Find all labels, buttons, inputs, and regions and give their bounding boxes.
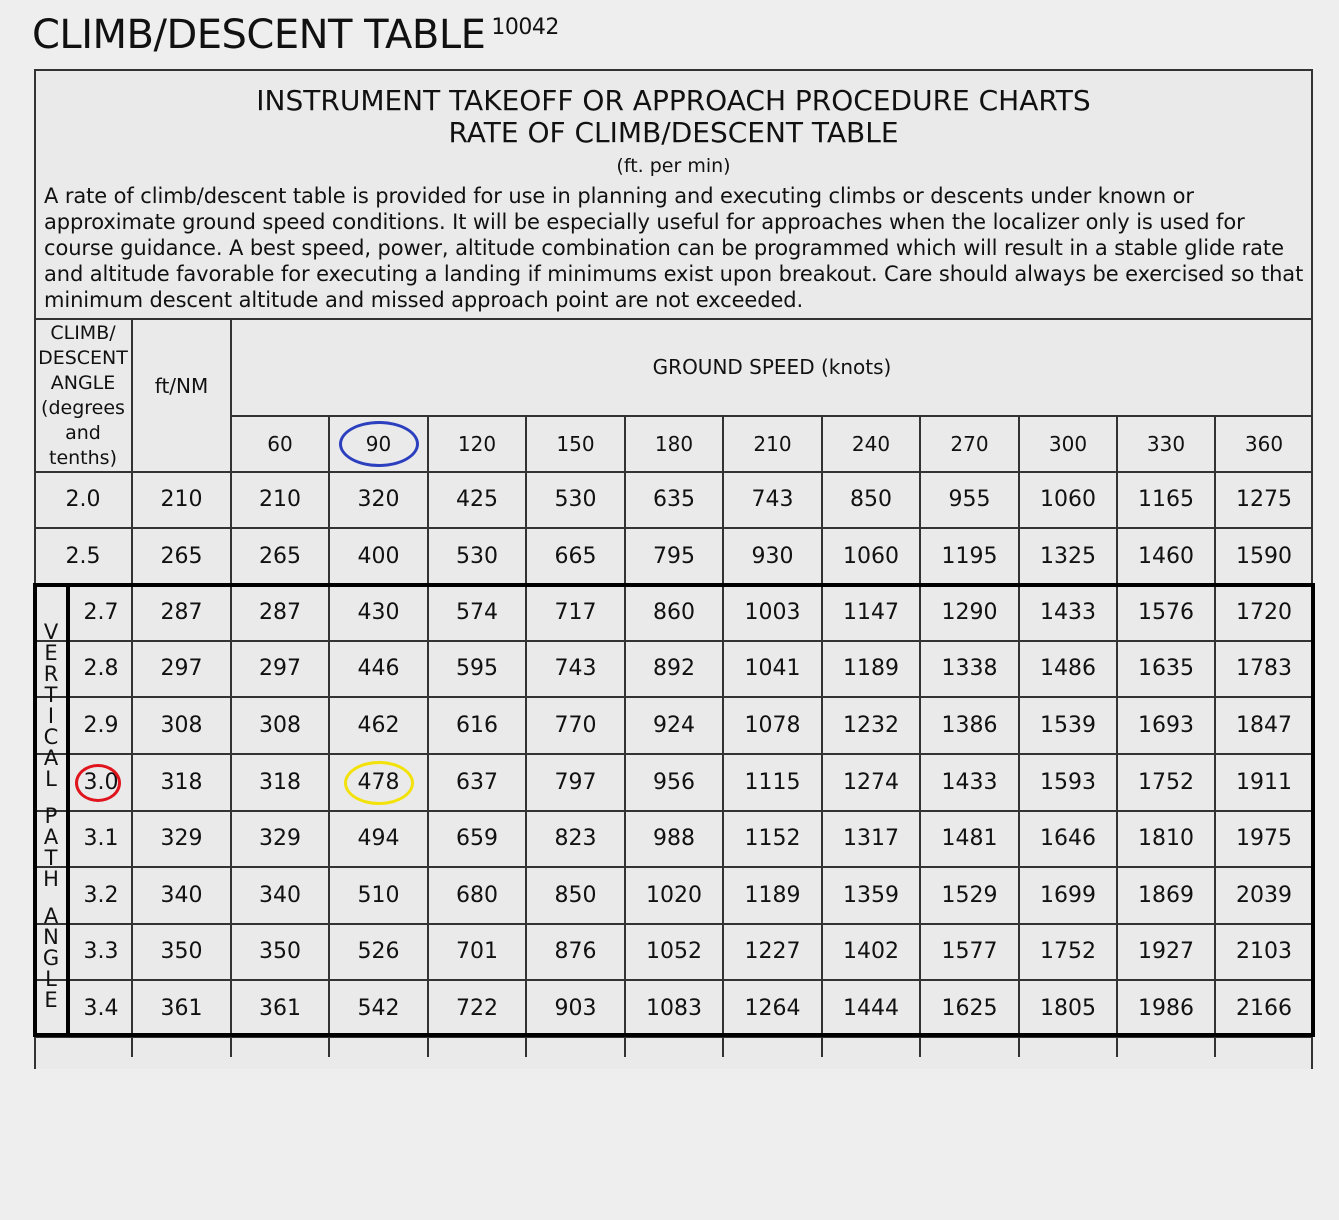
- rate-cell: 320: [357, 487, 400, 512]
- angle-highlight-ring: [75, 764, 121, 802]
- rate-cell: 478: [357, 770, 400, 795]
- rate-cell: 1699: [1040, 883, 1096, 908]
- speed-highlight-ring: [339, 421, 419, 467]
- rate-cell: 1590: [1236, 544, 1292, 569]
- rate-cell: 1275: [1236, 487, 1292, 512]
- ftnm-column-header: ft/NM: [154, 374, 209, 398]
- vertical-path-letter: P: [44, 804, 58, 828]
- rate-cell: 1386: [941, 713, 998, 738]
- rate-cell: 823: [554, 826, 597, 851]
- speed-header-300: 300: [1048, 432, 1088, 456]
- rate-cell: 1020: [646, 883, 702, 908]
- angle-cell: 3.4: [83, 996, 119, 1021]
- header-units: (ft. per min): [616, 155, 731, 177]
- rate-cell: 1539: [1040, 713, 1096, 738]
- vertical-path-letter: L: [45, 967, 57, 991]
- rate-cell: 287: [259, 600, 301, 625]
- rate-cell: 340: [259, 883, 301, 908]
- vertical-path-letter: E: [44, 988, 58, 1012]
- rate-cell: 1986: [1138, 996, 1194, 1021]
- description-paragraph: A rate of climb/descent table is provided for use in planning and executing climbs or descents under known or approximate ground speed conditions. It will be especially useful for approaches when the localizer only is used for course guidance. A best speed, power, altitude combination can be programmed which will result in a stable glide rate and altitude favorable for executing a landing if minimums exist upon breakout. Care should always be exercised so that minimum descent altitude and missed approach point are not exceeded.: [44, 184, 1304, 312]
- rate-cell: 494: [357, 826, 400, 851]
- rate-cell: 400: [357, 544, 400, 569]
- rate-cell: 988: [653, 826, 695, 851]
- rate-cell: 665: [554, 544, 597, 569]
- rate-cell: 1810: [1138, 826, 1194, 851]
- angle-header-line: and: [65, 422, 101, 444]
- rate-cell: 1115: [744, 770, 801, 795]
- rate-cell: 770: [554, 713, 597, 738]
- header-title: [36, 85, 1311, 149]
- vertical-path-letter: R: [43, 662, 59, 686]
- rate-cell: 425: [456, 487, 498, 512]
- rate-cell: 361: [259, 996, 301, 1021]
- rate-cell: 1433: [941, 770, 998, 795]
- rate-cell: 2103: [1236, 939, 1292, 964]
- rate-cell: 1460: [1138, 544, 1194, 569]
- rate-cell: 1060: [1040, 487, 1096, 512]
- vertical-path-letter: N: [43, 925, 59, 949]
- vertical-path-box: [33, 583, 1315, 1037]
- rate-cell: 680: [456, 883, 498, 908]
- page-title: CLIMB/DESCENT TABLE $^{10042}$: [32, 12, 559, 58]
- vertical-path-letter: A: [43, 904, 59, 928]
- rate-cell: 1078: [744, 713, 801, 738]
- rate-cell: 1869: [1138, 883, 1194, 908]
- rate-cell: 1041: [744, 656, 801, 681]
- rate-cell: 1195: [941, 544, 998, 569]
- angle-header-line: tenths): [49, 447, 117, 469]
- speed-header-210: 210: [753, 432, 792, 456]
- rate-cell: 717: [554, 600, 597, 625]
- rate-cell: 1152: [744, 826, 801, 851]
- rate-cell: 1593: [1040, 770, 1096, 795]
- header-title-line2: RATE OF CLIMB/DESCENT TABLE: [448, 116, 899, 149]
- angle-cell: 3.3: [83, 939, 119, 964]
- rate-cell: 930: [751, 544, 794, 569]
- vertical-path-letter: E: [44, 641, 58, 665]
- vertical-path-letter: C: [43, 725, 59, 749]
- ground-speed-rule: [231, 415, 1313, 417]
- rate-cell: 659: [456, 826, 498, 851]
- rate-cell: 1693: [1138, 713, 1194, 738]
- rate-cell: 1646: [1040, 826, 1096, 851]
- rate-cell: 1274: [843, 770, 899, 795]
- vertical-path-divider: [66, 585, 70, 1035]
- ftnm-cell: 318: [160, 770, 203, 795]
- rate-cell: 701: [456, 939, 498, 964]
- rate-cell: 446: [357, 656, 400, 681]
- rate-cell: 722: [456, 996, 498, 1021]
- ftnm-cell: 361: [160, 996, 203, 1021]
- rate-cell: 1317: [843, 826, 899, 851]
- rate-cell: 1529: [941, 883, 998, 908]
- value-highlight-ring: [344, 761, 414, 805]
- rate-cell: 1264: [744, 996, 801, 1021]
- rate-cell: 1927: [1138, 939, 1194, 964]
- rate-cell: 616: [456, 713, 498, 738]
- ftnm-cell: 265: [160, 544, 203, 569]
- vertical-path-letter: V: [43, 620, 59, 644]
- rate-cell: 2039: [1236, 883, 1292, 908]
- ground-speed-header: GROUND SPEED (knots): [652, 355, 892, 379]
- rate-cell: 955: [948, 487, 991, 512]
- rate-cell: 1577: [941, 939, 998, 964]
- rate-cell: 1625: [941, 996, 998, 1021]
- rate-cell: 924: [653, 713, 695, 738]
- table-top-rule: [34, 318, 1313, 320]
- rate-cell: 743: [751, 487, 794, 512]
- vertical-path-letter: G: [42, 946, 60, 970]
- rate-cell: 1189: [843, 656, 899, 681]
- rate-cell: 595: [456, 656, 498, 681]
- vertical-path-letter: T: [44, 683, 58, 707]
- rate-cell: 297: [259, 656, 301, 681]
- rate-cell: 1433: [1040, 600, 1096, 625]
- speed-header-270: 270: [950, 432, 989, 456]
- rate-cell: 1052: [646, 939, 702, 964]
- rate-cell: 510: [357, 883, 400, 908]
- ftnm-cell: 308: [160, 713, 203, 738]
- rate-cell: 308: [259, 713, 301, 738]
- rate-cell: 876: [554, 939, 597, 964]
- speed-header-90: 90: [365, 432, 392, 456]
- speed-header-330: 330: [1146, 432, 1186, 456]
- rate-cell: 1290: [941, 600, 998, 625]
- ftnm-cell: 297: [160, 656, 203, 681]
- rate-cell: 1975: [1236, 826, 1292, 851]
- angle-header-line: DESCENT: [38, 347, 128, 369]
- rate-cell: 1481: [941, 826, 998, 851]
- rate-cell: 318: [259, 770, 301, 795]
- ftnm-cell: 287: [160, 600, 203, 625]
- rate-cell: 1847: [1236, 713, 1292, 738]
- rate-cell: 1189: [744, 883, 801, 908]
- ftnm-cell: 350: [160, 939, 203, 964]
- angle-cell: 3.0: [83, 770, 119, 795]
- speed-header-60: 60: [267, 432, 293, 456]
- row-rule: [34, 527, 1313, 529]
- rate-cell: 1486: [1040, 656, 1096, 681]
- angle-column-header: [34, 321, 132, 471]
- speed-header-150: 150: [556, 432, 595, 456]
- rate-cell: 574: [456, 600, 498, 625]
- rate-cell: 1060: [843, 544, 899, 569]
- row-rule: [34, 471, 1313, 473]
- angle-header-line: CLIMB/: [50, 322, 116, 344]
- rate-cell: 530: [554, 487, 597, 512]
- rate-cell: 462: [357, 713, 400, 738]
- ftnm-cell: 210: [160, 487, 203, 512]
- rate-cell: 1805: [1040, 996, 1096, 1021]
- rate-cell: 1402: [843, 939, 899, 964]
- rate-cell: 1783: [1236, 656, 1292, 681]
- rate-cell: 956: [653, 770, 695, 795]
- ftnm-cell: 340: [160, 883, 203, 908]
- rate-cell: 265: [259, 544, 301, 569]
- rate-cell: 1911: [1236, 770, 1292, 795]
- header-title-line1: INSTRUMENT TAKEOFF OR APPROACH PROCEDURE CHARTS: [256, 84, 1091, 117]
- angle-cell: 3.1: [83, 826, 119, 851]
- rate-cell: 2166: [1236, 996, 1292, 1021]
- angle-header-line: ANGLE: [50, 372, 116, 394]
- rate-cell: 530: [456, 544, 498, 569]
- rate-cell: 1576: [1138, 600, 1194, 625]
- rate-cell: 1752: [1040, 939, 1096, 964]
- angle-cell: 2.0: [65, 487, 101, 512]
- speed-header-360: 360: [1244, 432, 1284, 456]
- angle-cell: 3.2: [83, 883, 119, 908]
- rate-cell: 350: [259, 939, 301, 964]
- vertical-path-letter: I: [47, 704, 55, 728]
- rate-cell: 860: [653, 600, 695, 625]
- speed-header-180: 180: [654, 432, 694, 456]
- rate-cell: 637: [456, 770, 498, 795]
- rate-cell: 526: [357, 939, 400, 964]
- rate-cell: 1083: [646, 996, 702, 1021]
- rate-cell: 1635: [1138, 656, 1194, 681]
- rate-cell: 210: [259, 487, 301, 512]
- angle-cell: 2.7: [83, 600, 119, 625]
- speed-header-240: 240: [851, 432, 891, 456]
- rate-cell: 1444: [843, 996, 899, 1021]
- rate-cell: 1752: [1138, 770, 1194, 795]
- rate-cell: 542: [357, 996, 400, 1021]
- rate-cell: 1338: [941, 656, 998, 681]
- rate-cell: 795: [653, 544, 695, 569]
- rate-cell: 430: [357, 600, 400, 625]
- rate-cell: 1003: [744, 600, 801, 625]
- rate-cell: 1147: [843, 600, 899, 625]
- vertical-path-letter: T: [44, 846, 58, 870]
- rate-cell: 1325: [1040, 544, 1096, 569]
- rate-cell: 1359: [843, 883, 899, 908]
- rate-cell: 850: [850, 487, 892, 512]
- angle-cell: 2.9: [83, 713, 119, 738]
- speed-header-120: 120: [457, 432, 497, 456]
- rate-cell: 1227: [744, 939, 801, 964]
- rate-cell: 850: [554, 883, 597, 908]
- vertical-path-letter: A: [43, 825, 59, 849]
- rate-cell: 1165: [1138, 487, 1194, 512]
- vertical-path-label: [40, 622, 62, 1011]
- rate-cell: 797: [554, 770, 597, 795]
- rate-cell: 892: [653, 656, 695, 681]
- rate-cell: 743: [554, 656, 597, 681]
- ftnm-cell: 329: [160, 826, 203, 851]
- rate-cell: 329: [259, 826, 301, 851]
- rate-cell: 1720: [1236, 600, 1292, 625]
- rate-cell: 1232: [843, 713, 899, 738]
- angle-cell: 2.5: [65, 544, 101, 569]
- angle-header-line: (degrees: [41, 397, 125, 419]
- vertical-path-letter: L: [45, 767, 57, 791]
- rate-cell: 635: [653, 487, 695, 512]
- vertical-path-letter: A: [43, 746, 59, 770]
- vertical-path-letter: H: [43, 867, 59, 891]
- rate-cell: 903: [554, 996, 597, 1021]
- angle-cell: 2.8: [83, 656, 119, 681]
- page-code: 10042: [491, 15, 559, 40]
